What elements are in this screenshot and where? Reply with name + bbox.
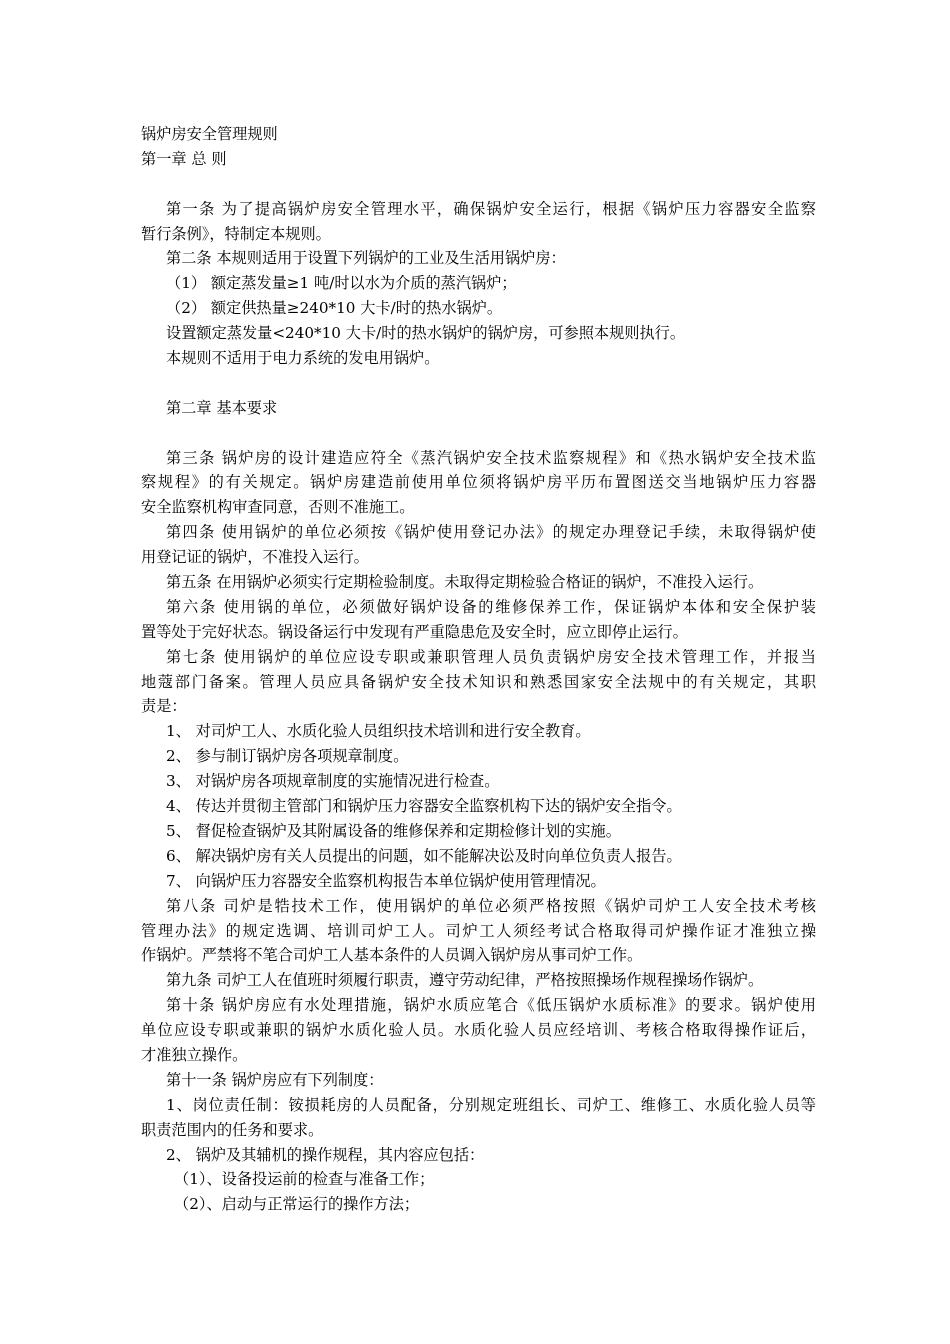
document-page [141,122,816,1217]
list-item: 1、 对司炉工人、水质化验人员组织技术培训和进行安全教育。 [166,722,591,741]
paragraph-line: 设置额定蒸发量<240*10 大卡/时的热水锅炉的锅炉房，可参照本规则执行。 [166,324,686,343]
chapter-heading: 第二章 基本要求 [166,398,278,417]
paragraph-line: 第二条 本规则适用于设置下列锅炉的工业及生活用锅炉房： [166,249,566,268]
paragraph-line: 第四条 使用锅炉的单位必须按《锅炉使用登记办法》的规定办理登记手续，未取得锅炉使 [166,523,816,542]
paragraph-line: 第七条 使用锅炉的单位应设专职或兼职管理人员负责锅炉房安全技术管理工作，并报当 [166,647,816,666]
list-item: 4、 传达并贯彻主管部门和锅炉压力容器安全监察机构下达的锅炉安全指令。 [166,797,682,816]
spacer [141,371,816,396]
paragraph-line: 第八条 司炉是牿技术工作，使用锅炉的单位必须严格按照《锅炉司炉工人安全技术考核 [166,896,816,915]
list-item: （1）、设备投运前的检查与准备工作； [174,1170,435,1189]
paragraph-line: 察规程》的有关规定。锅炉房建造前使用单位须将锅炉房平历布置图送交当地锅炉压力容器 [141,473,816,492]
paragraph-line: 暂行条例》，特制定本规则。 [141,224,331,243]
paragraph-line: 第十一条 锅炉房应有下列制度： [166,1070,384,1089]
list-item: 7、 向锅炉压力容器安全监察机构报告本单位锅炉使用管理情况。 [166,871,606,890]
paragraph-line: 第十条 锅炉房应有水处理措施，锅炉水质应笔合《低压锅炉水质标准》的要求。锅炉使用 [166,996,816,1015]
list-item: （2） 额定供热量≥240*10 大卡/时的热水锅炉。 [166,299,503,318]
paragraph-line: 2、 锅炉及其辅机的操作规程，其内容应包括： [166,1145,485,1164]
paragraph-line: 第三条 锅炉房的设计建造应符全《蒸汽锅炉安全技术监察规程》和《热水锅炉安全技术监 [166,448,816,467]
paragraph-line: 作锅炉。严禁将不笔合司炉工人基本条件的人员调入锅炉房从事司炉工作。 [141,946,643,965]
chapter-heading: 第一章 总 则 [141,149,227,168]
paragraph-line: 1、岗位责任制：铵损耗房的人员配备，分别规定班组长、司炉工、维修工、水质化验人员等 [166,1095,816,1114]
document-title: 锅炉房安全管理规则 [141,125,278,143]
spacer [141,421,816,446]
paragraph-line: 安全监察机构审查同意，否则不准施工。 [141,498,415,517]
paragraph-line: 单位应设专职或兼职的锅炉水质化验人员。水质化验人员应经培训、考核合格取得操作证后， [141,1021,816,1040]
list-item: 2、 参与制订锅炉房各项规章制度。 [166,747,409,766]
paragraph-line: 才准独立操作。 [141,1045,248,1064]
paragraph-line: 第六条 使用锅的单位，必须做好锅炉设备的维修保养工作，保证锅炉本体和安全保护装 [166,597,816,616]
list-item: 6、 解决锅炉房有关人员提出的问题，如不能解决讼及时向单位负责人报告。 [166,846,682,865]
list-item: （2）、启动与正常运行的操作方法； [174,1195,420,1214]
paragraph-line: 职责范围内的任务和要求。 [141,1120,324,1139]
paragraph-line: 用登记证的锅炉，不准投入运行。 [141,548,369,567]
paragraph-line: 地蔻部门备案。管理人员应具备锅炉安全技术知识和熟悉国家安全法规中的有关规定，其职 [141,672,816,691]
list-item: （1） 额定蒸发量≥1 吨/时以水为介质的蒸汽锅炉； [166,274,517,293]
paragraph-line: 管理办法》的规定选调、培训司炉工人。司炉工人须经考试合格取得司炉操作证才准独立操 [141,921,816,940]
spacer [141,172,816,197]
paragraph-line: 第五条 在用锅炉必须实行定期检验制度。未取得定期检验合格证的锅炉，不准投入运行。 [166,573,764,592]
paragraph-line: 置等处于完好状态。锅设备运行中发现有严重隐患危及安全时，应立即停止运行。 [141,622,688,641]
paragraph-line: 责是： [141,697,187,716]
paragraph-line: 第一条 为了提高锅炉房安全管理水平，确保锅炉安全运行，根据《锅炉压力容器安全监察 [166,199,816,218]
paragraph-line: 本规则不适用于电力系统的发电用锅炉。 [166,349,440,368]
paragraph-line: 第九条 司炉工人在值班时须履行职责，遵守劳动纪律，严格按照操场作规程操场作锅炉。 [166,971,764,990]
list-item: 3、 对锅炉房各项规章制度的实施情况进行检查。 [166,772,500,791]
list-item: 5、 督促检查锅炉及其附属设备的维修保养和定期检修计划的实施。 [166,821,621,840]
